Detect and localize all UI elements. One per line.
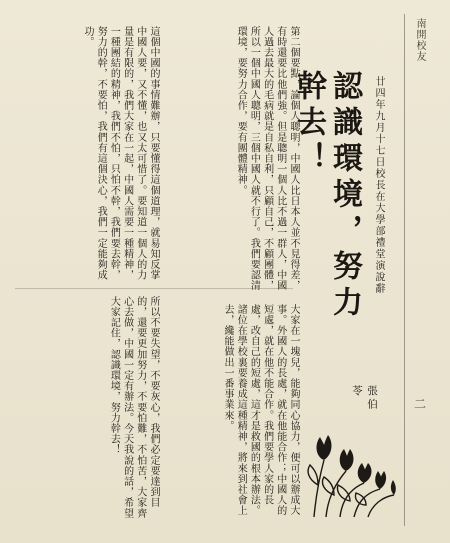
article-title: 認識環境，努力幹去！ xyxy=(291,70,362,322)
margin-rule xyxy=(404,14,405,526)
article-author: 張伯苓 xyxy=(351,385,378,412)
body-column-left-top: 這個中國的事情難辦，只要懂得這個道理，就易知反掌中國人要，又不懂，也又太可惜了。要知道一個人的力量是有限的，我們大家在一起，中國人需要一種精神，一種團結的精神，我們不怕，只怕不幹，我們要去幹，努力的幹，不要怕，我們有這個決心，我們一定能夠成功。 xyxy=(81,26,159,281)
page-number: 二 xyxy=(414,397,427,411)
article-subtitle: 廿四年九月十七日校長在大學部禮堂演說辭 xyxy=(373,76,384,295)
body-column-right-top: 第二個要點，論個人聰明，中國人比日本人並不見得差，有時還要比他們強。但是聰明一個人比不過一群人，中國人過去最大的毛病就是自私自利，只顧自己，不顧團體，所以一個中國人聰明，三個中國人就不行了。我們要認清環境，要努力合作，要有團體精神。 xyxy=(235,26,299,291)
section-divider xyxy=(15,288,293,289)
running-header: 南開校友 xyxy=(414,18,425,62)
body-column-right-bottom: 大家在一塊兒，能夠同心協力，便可以辦成大事。外國人的長處，就在他能合作；中國人的短處，就在他不能合作。我們要學人家的長處，改自己的短處，這才是救國的根本辦法。諸位在學校裏要養成這種精神，將來到社會上去，纔能做出一番事業來。 xyxy=(221,304,299,516)
body-column-left-bottom: 所以不要失望，不要灰心，我們必定要達到目的，還要更加努力，不要怕難，不怕苦，大家齊心去做，中國一定有辦法。今天我說的話，希望大家記住，認識環境，努力幹去！ xyxy=(108,296,159,519)
flower-illustration xyxy=(306,405,402,520)
